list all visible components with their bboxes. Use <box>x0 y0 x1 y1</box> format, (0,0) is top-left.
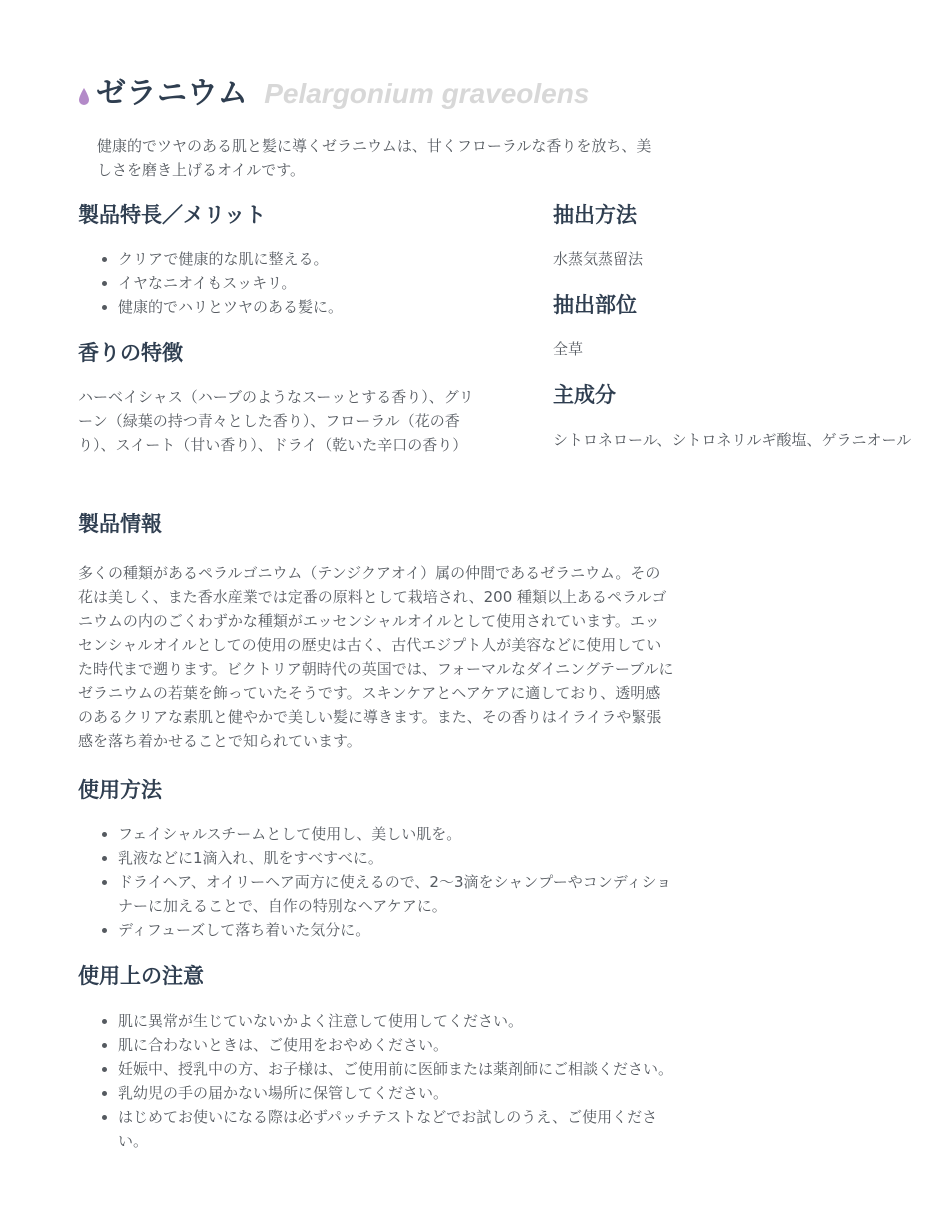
product-title-row <box>78 72 589 116</box>
features-heading: 製品特長／メリット <box>78 203 267 227</box>
product-info-heading: 製品情報 <box>78 512 162 536</box>
usage-list <box>78 822 678 942</box>
list-item: • ディフューズして落ち着いた気分に。 <box>118 918 678 942</box>
list-item: • 肌に合わないときは、ご使用をおやめください。 <box>118 1033 678 1057</box>
list-item: • ドライヘア、オイリーヘア両方に使えるので、2〜3滴をシャンプーやコンディショナーに加えることで、自作の特別なヘアケアに。 <box>118 870 678 918</box>
product-title: ゼラニウム <box>96 76 249 111</box>
extraction-part-heading: 抽出部位 <box>553 293 637 317</box>
list-item: • 肌に異常が生じていないかよく注意して使用してください。 <box>118 1009 678 1033</box>
list-item: • 健康的でハリとツヤのある髪に。 <box>118 295 538 319</box>
list-item: • イヤなニオイもスッキリ。 <box>118 271 538 295</box>
list-item: • フェイシャルスチームとして使用し、美しい肌を。 <box>118 822 678 846</box>
extraction-method-value: 水蒸気蒸留法 <box>553 250 644 268</box>
product-latin-name: Pelargonium graveolens <box>264 78 590 109</box>
list-item: • クリアで健康的な肌に整える。 <box>118 247 538 271</box>
extraction-part-value: 全草 <box>553 340 584 358</box>
list-item: • 乳液などに1滴入れ、肌をすべすべに。 <box>118 846 678 870</box>
list-item: • 妊娠中、授乳中の方、お子様は、ご使用前に医師または薬剤師にご相談ください。 <box>118 1057 678 1081</box>
product-intro: 健康的でツヤのある肌と髪に導くゼラニウムは、甘くフローラルな香りを放ち、美しさを磨き上げるオイルです。 <box>97 137 652 179</box>
aroma-text: ハーベイシャス（ハーブのようなスーッとする香り）、グリーン（緑葉の持つ青々とした香り）、フローラル（花の香り）、スイート（甘い香り）、ドライ（乾いた辛口の香り） <box>78 388 474 454</box>
features-list <box>78 247 538 319</box>
product-info-text: 多くの種類があるペラルゴニウム（テンジクアオイ）属の仲間であるゼラニウム。その花は美しく、また香水産業では定番の原料として栽培され、200 種類以上あるペラルゴニウムの内のごくわずかな種類がエッセンシャルオイルとして使用されています。エッセンシャルオイルとしての使用の歴史は古く、古代エジプト人が美容などに使用していた時代まで遡ります。ビクトリア朝時代の英国では、フォーマルなダイニングテーブルにゼラニウムの若葉を飾っていたそうです。スキンケアとヘアケアに適しており、透明感のあるクリアな素肌と健やかで美しい髪に導きます。また、その香りはイライラや緊張感を落ち着かせることで知られています。 <box>78 564 674 750</box>
aroma-heading: 香りの特徴 <box>78 341 183 365</box>
usage-heading: 使用方法 <box>78 778 162 802</box>
extraction-method-heading: 抽出方法 <box>553 203 637 227</box>
main-components-heading: 主成分 <box>553 383 616 407</box>
list-item: • はじめてお使いになる際は必ずパッチテストなどでお試しのうえ、ご使用ください。 <box>118 1105 678 1153</box>
list-item: • 乳幼児の手の届かない場所に保管してください。 <box>118 1081 678 1105</box>
cautions-list <box>78 1009 678 1153</box>
main-components-value: シトロネロール、シトロネリルギ酸塩、ゲラニオール <box>553 431 912 449</box>
cautions-heading: 使用上の注意 <box>78 964 204 988</box>
drop-icon <box>78 87 90 107</box>
